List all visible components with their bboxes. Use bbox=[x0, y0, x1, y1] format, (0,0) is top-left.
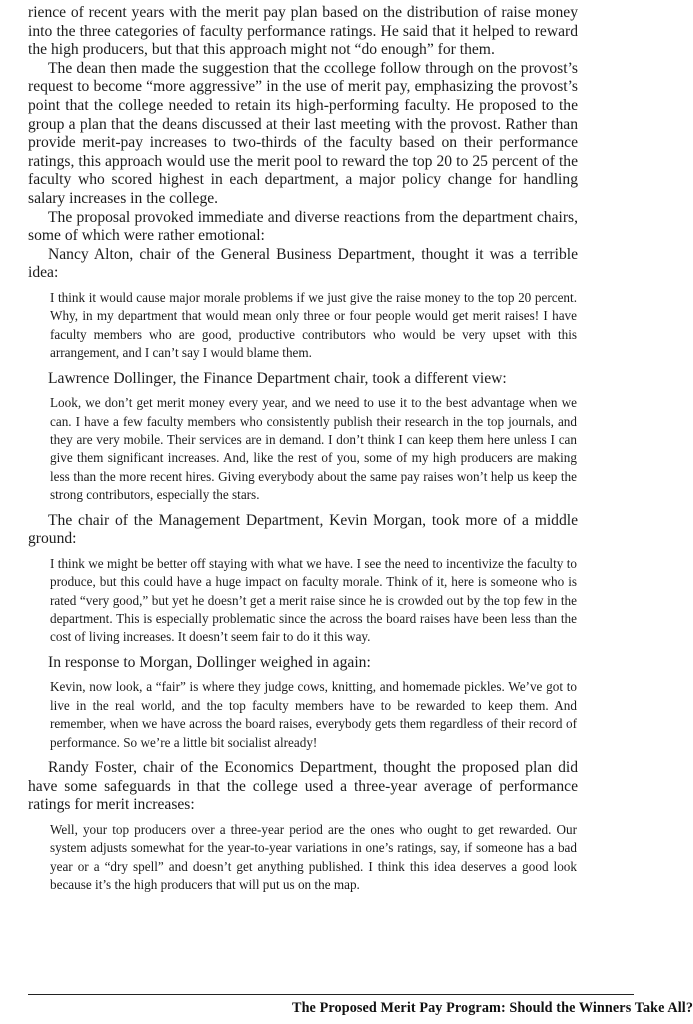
paragraph-dean-proposal: The dean then made the suggestion that the ccollege follow through on the provost’s request to become “more aggressive” in the use of merit pay, emphasizing the provost’s point that the college needed to retain its high-performing faculty. He proposed to the group a plan that the deans discussed at their last meeting with the provost. Rather than provide merit-pay increases to two-thirds of the faculty based on their performance ratings, this approach would use the merit pool to reward the top 20 to 25 percent of the faculty who scored highest in each department, a major policy change for handling salary increases in the college. bbox=[28, 59, 578, 207]
quote-morgan: I think we might be better off staying with what we have. I see the need to incentivize the faculty to produce, but this could have a huge impact on faculty morale. Think of it, here is someone who is rated “very good,” but yet he doesn’t get a merit raise since he is crowded out by the top few in the department. This is especially problematic since the across the board raises have been less than the cost of living increases. It doesn’t seem fair to do it this way. bbox=[50, 555, 577, 645]
running-head: The Proposed Merit Pay Program: Should the Winners Take All? bbox=[292, 1000, 693, 1016]
paragraph-dollinger-response: In response to Morgan, Dollinger weighed in again: bbox=[48, 653, 371, 671]
quote-dollinger-response: Kevin, now look, a “fair” is where they judge cows, knitting, and homemade pickles. We’ve got to live in the real world, and the top faculty members have to be rewarded to keep them. And remember, when we have across the board raises, everybody gets them regardless of their record of performance. So we’re a little bit socialist already! bbox=[50, 679, 577, 750]
paragraph-morgan-intro: The chair of the Management Department, Kevin Morgan, took more of a middle ground: bbox=[28, 511, 578, 548]
quote-foster: Well, your top producers over a three-year period are the ones who ought to get rewarded. Our system adjusts somewhat for the year-to-year variations in one’s ratings, say, if someone has a bad year or a “dry spell” and doesn’t get anything published. I think this idea deserves a good look because it’s the high producers that will put us on the map. bbox=[50, 821, 577, 892]
paragraph-dollinger-intro: Lawrence Dollinger, the Finance Department chair, took a different view: bbox=[48, 369, 507, 387]
footer-rule bbox=[28, 994, 634, 995]
paragraph-reactions: The proposal provoked immediate and diverse reactions from the department chairs, some of which were rather emotional: bbox=[28, 208, 578, 245]
paragraph-continued: rience of recent years with the merit pay plan based on the distribution of raise money into the three categories of faculty performance ratings. He said that it helped to reward the high producers, but that this approach might not “do enough” for them. bbox=[28, 4, 578, 59]
paragraph-foster-intro: Randy Foster, chair of the Economics Department, thought the proposed plan did have some safeguards in that the college used a three-year average of performance ratings for merit increases: bbox=[28, 759, 578, 814]
paragraph-alton-intro: Nancy Alton, chair of the General Business Department, thought it was a terrible idea: bbox=[28, 245, 578, 282]
document-body bbox=[28, 4, 578, 901]
quote-alton: I think it would cause major morale problems if we just give the raise money to the top 20 percent. Why, in my department that would mean only three or four people would get merit raises! I have faculty members who are good, productive contributors who would be very upset with this arrangement, and I can’t say I would blame them. bbox=[50, 289, 577, 361]
quote-dollinger: Look, we don’t get merit money every year, and we need to use it to the best advantage when we can. I have a few faculty members who consistently publish their research in the top journals, and they are very mobile. Their services are in demand. I don’t think I can keep them here unless I can give them significant increases. And, like the rest of you, some of my high producers are making less than the more recent hires. Giving everybody about the same pay raises won’t help us keep the strong contributors, especially the stars. bbox=[50, 395, 577, 503]
